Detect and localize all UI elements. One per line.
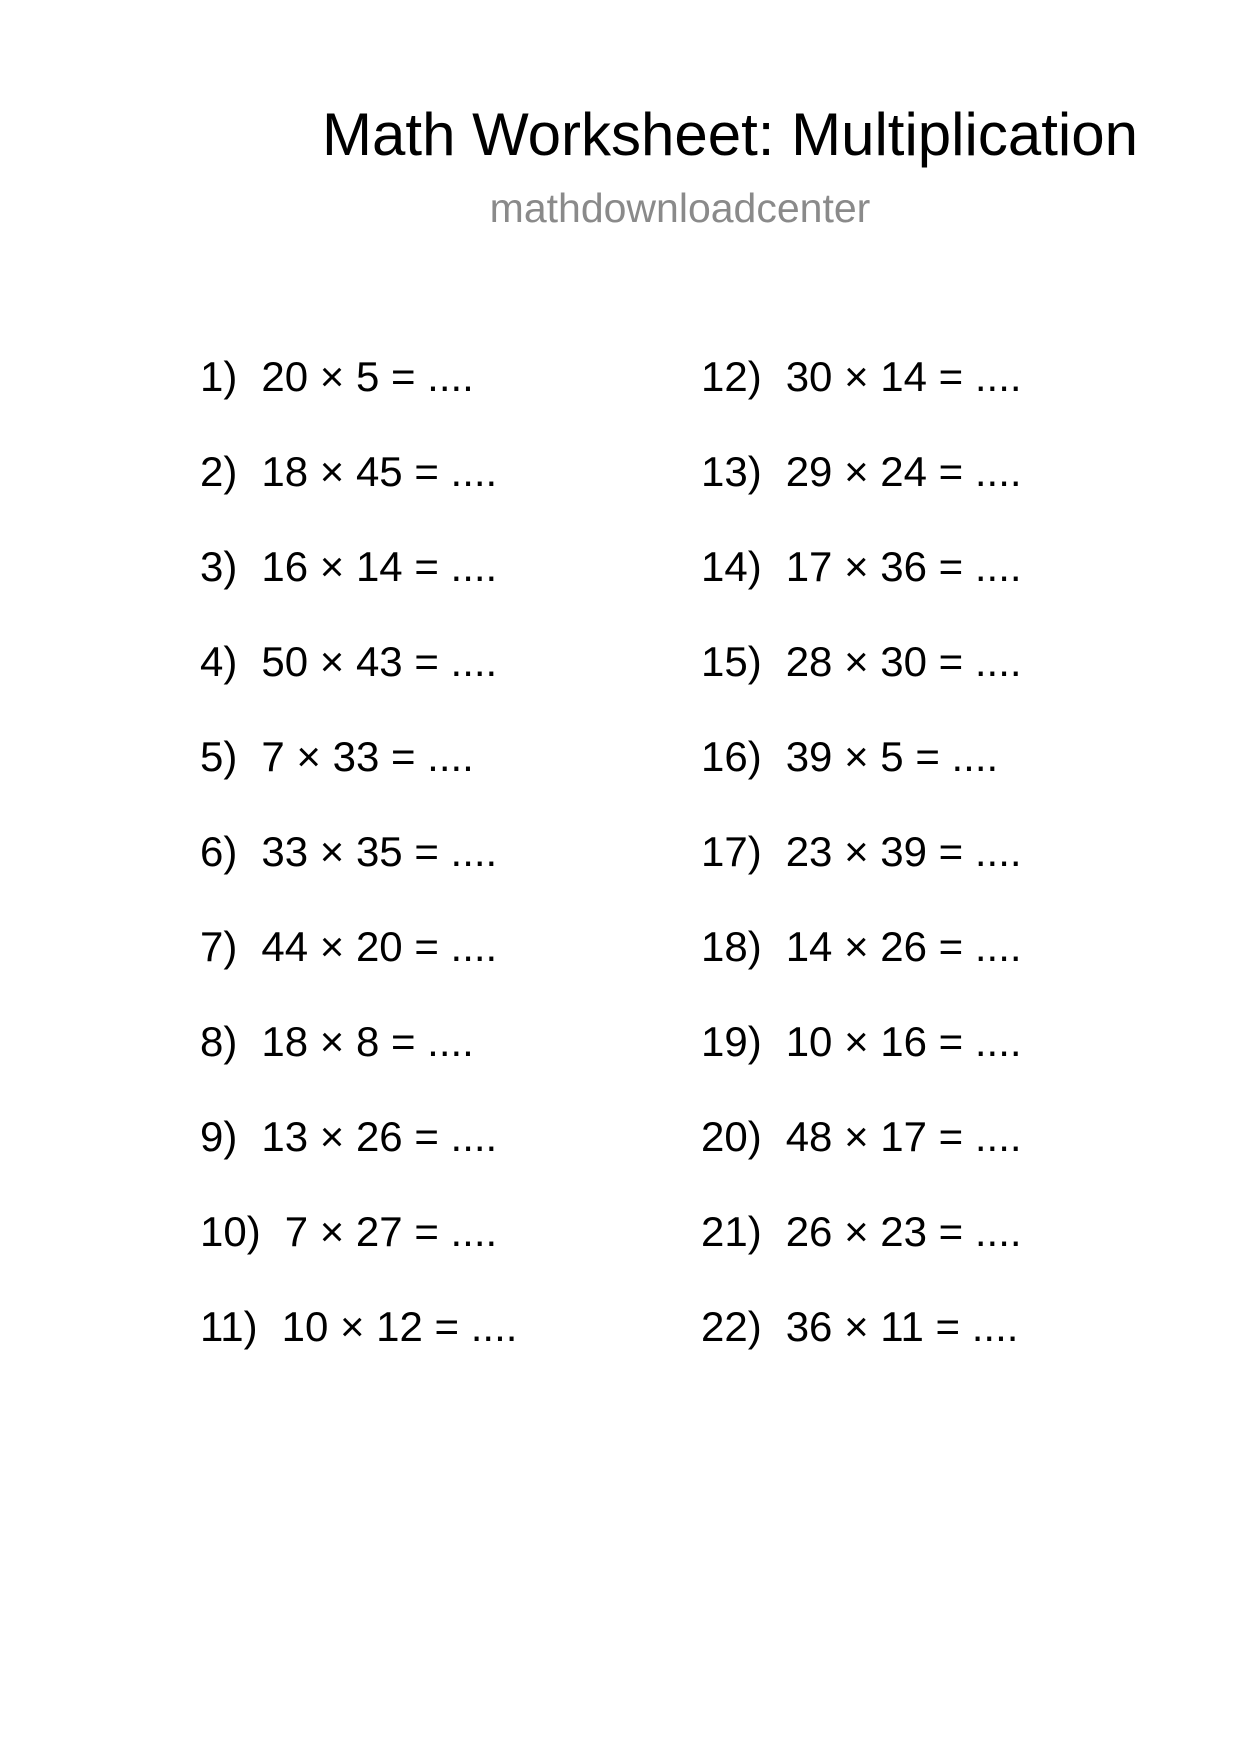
problem-number: 4) xyxy=(200,638,238,685)
problem-expression: 13 × 26 = .... xyxy=(261,1113,498,1160)
problem-item xyxy=(701,542,1022,637)
problem-number: 15) xyxy=(701,638,762,685)
problem-item xyxy=(200,922,517,1017)
problem-expression: 30 × 14 = .... xyxy=(785,353,1022,400)
problem-expression: 29 × 24 = .... xyxy=(785,448,1022,495)
problem-item xyxy=(701,1017,1022,1112)
problem-item xyxy=(200,447,517,542)
problem-expression: 26 × 23 = .... xyxy=(785,1208,1022,1255)
problem-number: 2) xyxy=(200,448,238,495)
problem-item xyxy=(200,1207,517,1302)
problem-expression: 14 × 26 = .... xyxy=(785,923,1022,970)
worksheet-source: mathdownloadcenter xyxy=(489,185,871,231)
problem-item xyxy=(200,1017,517,1112)
problem-number: 14) xyxy=(701,543,762,590)
problem-item xyxy=(701,1302,1022,1397)
problem-expression: 50 × 43 = .... xyxy=(261,638,498,685)
problem-expression: 7 × 27 = .... xyxy=(284,1208,498,1255)
problem-item xyxy=(701,732,1022,827)
problem-expression: 7 × 33 = .... xyxy=(261,733,474,780)
problem-item xyxy=(200,542,517,637)
problem-item xyxy=(200,1112,517,1207)
problem-number: 6) xyxy=(200,828,238,875)
problem-expression: 44 × 20 = .... xyxy=(261,923,498,970)
problem-expression: 48 × 17 = .... xyxy=(785,1113,1022,1160)
problem-item xyxy=(200,1302,517,1397)
problem-item xyxy=(701,447,1022,542)
problem-number: 5) xyxy=(200,733,238,780)
problem-expression: 16 × 14 = .... xyxy=(261,543,498,590)
problem-number: 18) xyxy=(701,923,762,970)
problem-expression: 33 × 35 = .... xyxy=(261,828,498,875)
problem-item xyxy=(701,922,1022,1017)
problem-item xyxy=(200,352,517,447)
problem-number: 8) xyxy=(200,1018,238,1065)
problem-number: 21) xyxy=(701,1208,762,1255)
problem-number: 12) xyxy=(701,353,762,400)
problem-expression: 20 × 5 = .... xyxy=(261,353,474,400)
problem-number: 9) xyxy=(200,1113,238,1160)
problem-item xyxy=(701,1112,1022,1207)
problem-number: 7) xyxy=(200,923,238,970)
problem-item xyxy=(701,352,1022,447)
problem-number: 22) xyxy=(701,1303,762,1350)
problem-expression: 28 × 30 = .... xyxy=(785,638,1022,685)
problem-item xyxy=(200,827,517,922)
problem-item xyxy=(200,637,517,732)
problem-item xyxy=(200,732,517,827)
problem-number: 16) xyxy=(701,733,762,780)
problem-number: 11) xyxy=(200,1303,258,1350)
problem-number: 1) xyxy=(200,353,238,400)
problem-column-right xyxy=(701,352,1022,1397)
problem-expression: 10 × 12 = .... xyxy=(281,1303,518,1350)
problem-number: 19) xyxy=(701,1018,762,1065)
problem-number: 3) xyxy=(200,543,238,590)
problem-expression: 10 × 16 = .... xyxy=(785,1018,1022,1065)
problem-item xyxy=(701,1207,1022,1302)
problem-number: 17) xyxy=(701,828,762,875)
problem-item xyxy=(701,827,1022,922)
worksheet-title: Math Worksheet: Multiplication xyxy=(322,101,1138,168)
problem-expression: 18 × 45 = .... xyxy=(261,448,498,495)
problem-column-left xyxy=(200,352,517,1397)
problem-expression: 18 × 8 = .... xyxy=(261,1018,474,1065)
problem-item xyxy=(701,637,1022,732)
problem-number: 13) xyxy=(701,448,762,495)
problem-number: 20) xyxy=(701,1113,762,1160)
problem-expression: 39 × 5 = .... xyxy=(785,733,999,780)
problem-number: 10) xyxy=(200,1208,261,1255)
problem-expression: 23 × 39 = .... xyxy=(785,828,1022,875)
problem-expression: 36 × 11 = .... xyxy=(785,1303,1019,1350)
problem-expression: 17 × 36 = .... xyxy=(785,543,1022,590)
